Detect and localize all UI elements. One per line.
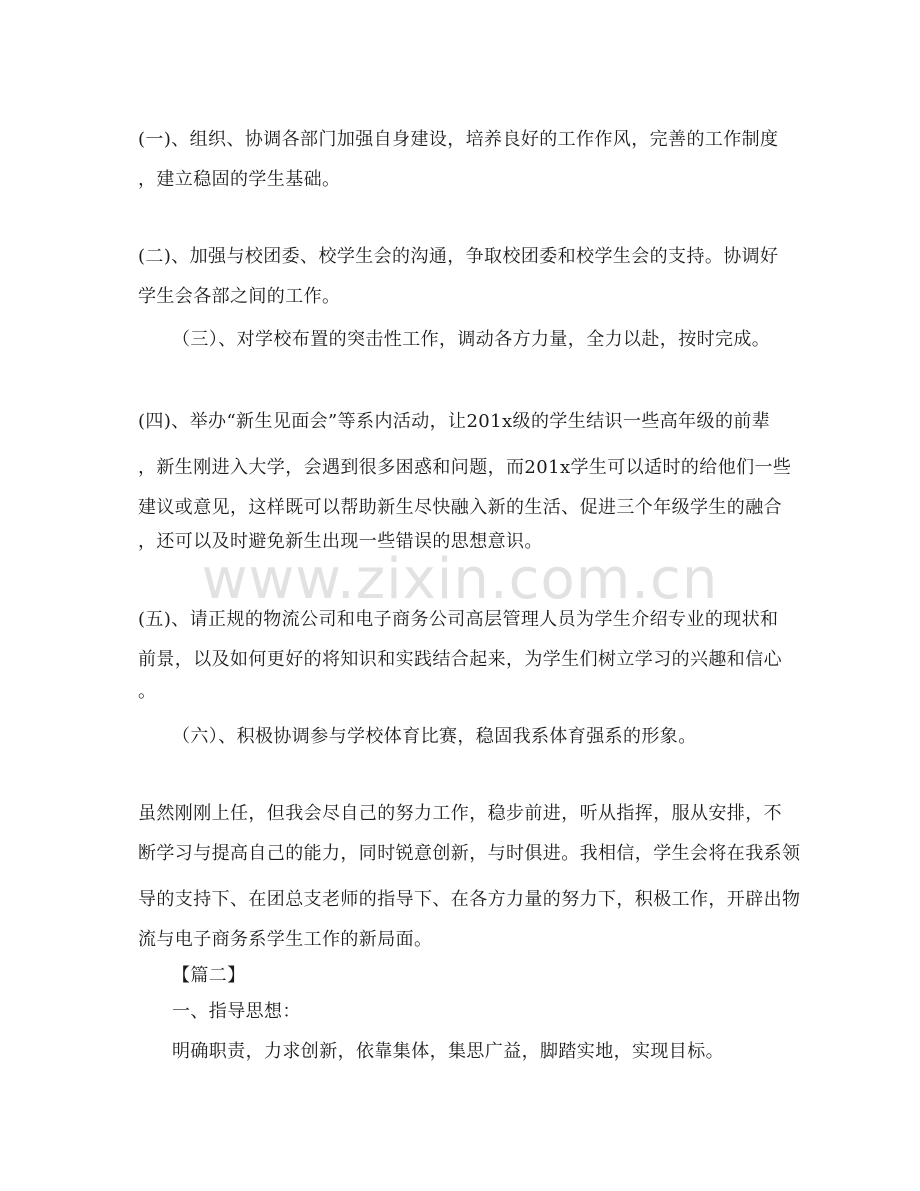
- paragraph-4-line-4: ，还可以及时避免新生出现一些错误的思想意识。: [138, 531, 543, 552]
- paragraph-7-line-2: 断学习与提高自己的能力，同时锐意创新，与时俱进。我相信，学生会将在我系领: [138, 843, 801, 864]
- paragraph-2-line-1: (二)、加强与校团委、校学生会的沟通，争取校团委和校学生会的支持。协调好: [138, 246, 779, 267]
- watermark: www.zixin.com.cn: [201, 547, 719, 612]
- paragraph-1-line-2: ，建立稳固的学生基础。: [138, 169, 341, 190]
- paragraph-5-line-3: 。: [138, 681, 157, 702]
- guiding-principle-text: 明确职责，力求创新，依靠集体，集思广益，脚踏实地，实现目标。: [172, 1041, 724, 1062]
- paragraph-4-line-2: ，新生刚进入大学，会遇到很多困惑和问题，而201x学生可以适时的给他们一些: [138, 457, 792, 478]
- paragraph-7-line-3: 导的支持下、在团总支老师的指导下、在各方力量的努力下，积极工作，开辟出物: [138, 889, 801, 910]
- paragraph-4-line-1: (四)、举办“新生见面会”等系内活动，让201x级的学生结识一些高年级的前辈: [138, 411, 771, 432]
- paragraph-7-line-4: 流与电子商务系学生工作的新局面。: [138, 929, 433, 950]
- paragraph-5-line-1: (五)、请正规的物流公司和电子商务公司高层管理人员为学生介绍专业的现状和: [138, 609, 779, 630]
- paragraph-2-line-2: 学生会各部之间的工作。: [138, 286, 341, 307]
- paragraph-5-line-2: 前景，以及如何更好的将知识和实践结合起来，为学生们树立学习的兴趣和信心: [138, 649, 782, 670]
- paragraph-4-line-3: 建议或意见，这样既可以帮助新生尽快融入新的生活、促进三个年级学生的融合: [138, 497, 782, 518]
- paragraph-7-line-1: 虽然刚刚上任，但我会尽自己的努力工作，稳步前进，听从指挥，服从安排，不: [138, 803, 782, 824]
- paragraph-1-line-1: (一)、组织、协调各部门加强自身建设，培养良好的工作作风，完善的工作制度: [138, 129, 779, 150]
- paragraph-6-line-1: （六）、积极协调参与学校体育比赛，稳固我系体育强系的形象。: [172, 726, 697, 747]
- section-heading: 【篇二】: [172, 965, 246, 986]
- subsection-heading: 一、指导思想：: [172, 1001, 301, 1022]
- paragraph-3-line-1: （三）、对学校布置的突击性工作，调动各方力量，全力以赴，按时完成。: [172, 329, 771, 350]
